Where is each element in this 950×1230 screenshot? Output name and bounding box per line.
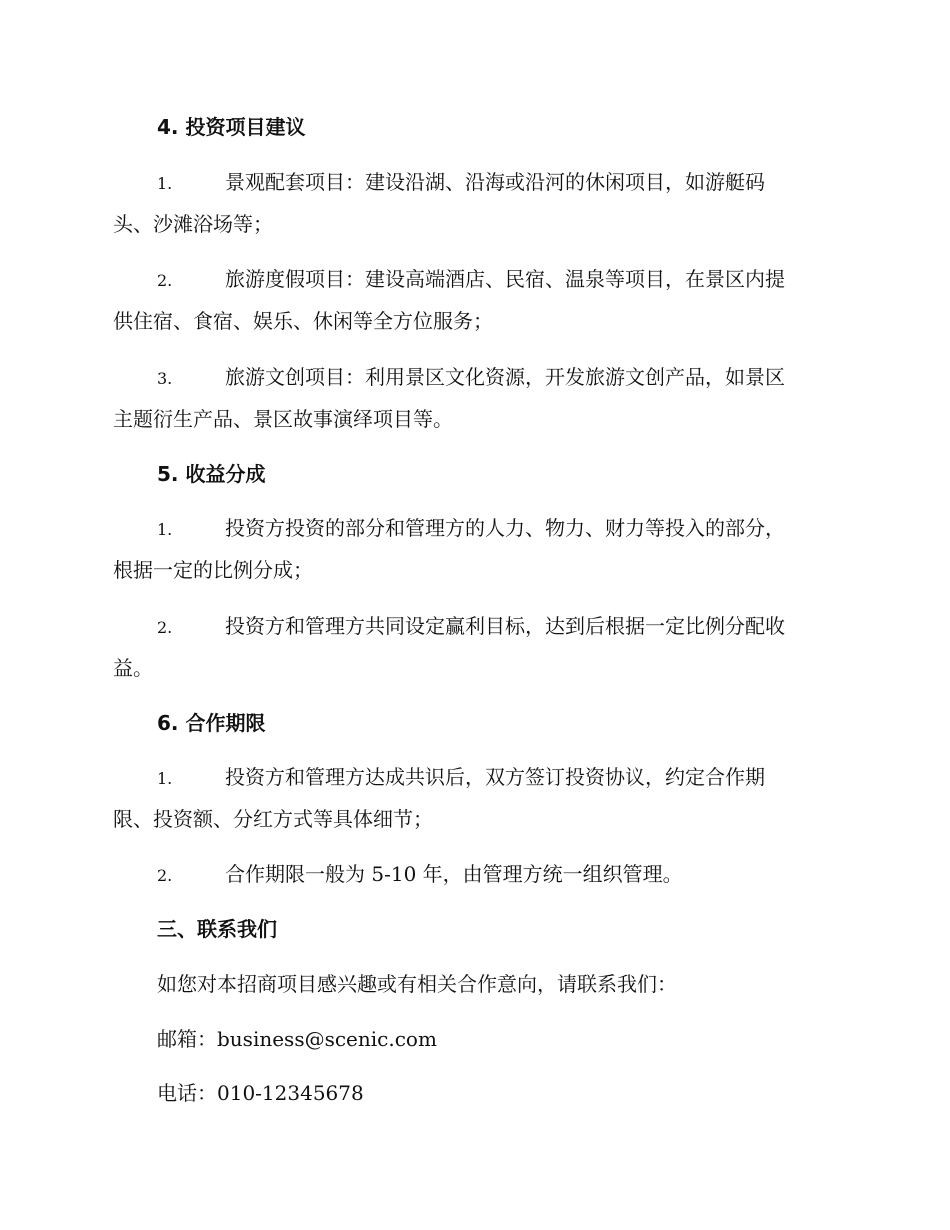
list-item — [113, 161, 835, 245]
section-4-heading: 4. 投资项目建议 — [157, 115, 306, 139]
item-text-continued: 限、投资额、分红方式等具体细节； — [113, 807, 433, 831]
item-text: 景观配套项目：建设沿湖、沿海或沿河的休闲项目，如游艇码 — [225, 170, 765, 194]
item-text: 投资方和管理方达成共识后，双方签订投资协议，约定合作期 — [225, 765, 765, 789]
contact-intro: 如您对本招商项目感兴趣或有相关合作意向，请联系我们： — [157, 972, 677, 996]
item-text-continued: 供住宿、食宿、娱乐、休闲等全方位服务； — [113, 309, 493, 333]
item-text-continued: 头、沙滩浴场等； — [113, 212, 273, 236]
item-number: 2. — [157, 866, 173, 885]
contact-phone: 电话：010-12345678 — [157, 1081, 364, 1105]
section-5-heading: 5. 收益分成 — [157, 462, 266, 486]
item-number: 1. — [157, 769, 173, 788]
item-text-continued: 益。 — [113, 656, 153, 680]
section-6-heading: 6. 合作期限 — [157, 711, 266, 735]
item-text: 投资方投资的部分和管理方的人力、物力、财力等投入的部分， — [225, 516, 785, 540]
item-number: 1. — [157, 520, 173, 539]
item-text: 投资方和管理方共同设定赢利目标，达到后根据一定比例分配收 — [225, 614, 785, 638]
list-item — [113, 258, 835, 342]
list-item — [113, 605, 835, 689]
item-text: 合作期限一般为 5-10 年，由管理方统一组织管理。 — [225, 862, 683, 886]
item-number: 2. — [157, 618, 173, 637]
list-item — [113, 356, 835, 440]
contact-heading: 三、联系我们 — [157, 917, 277, 941]
item-text: 旅游度假项目：建设高端酒店、民宿、温泉等项目，在景区内提 — [225, 267, 785, 291]
item-text-continued: 根据一定的比例分成； — [113, 558, 313, 582]
item-text: 旅游文创项目：利用景区文化资源，开发旅游文创产品，如景区 — [225, 365, 785, 389]
item-text-continued: 主题衍生产品、景区故事演绎项目等。 — [113, 407, 453, 431]
item-number: 1. — [157, 174, 173, 193]
item-number: 2. — [157, 271, 173, 290]
list-item — [113, 507, 835, 591]
contact-email: 邮箱：business@scenic.com — [157, 1027, 437, 1051]
list-item — [113, 853, 835, 895]
list-item — [113, 756, 835, 840]
item-number: 3. — [157, 369, 173, 388]
